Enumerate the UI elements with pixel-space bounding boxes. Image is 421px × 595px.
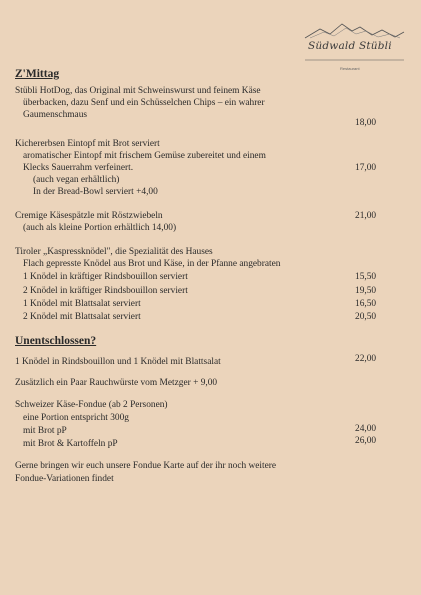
item-line: Cremige Käsespätzle mit Röstzwiebeln [15,211,163,221]
item-price: 18,00 [355,118,377,128]
option-label: 1 Knödel mit Blattsalat serviert [23,299,141,309]
item-line: aromatischer Eintopf mit frischem Gemüse zubereitet und einem [23,151,266,161]
item-line: (auch als kleine Portion erhältlich 14,00) [23,223,177,233]
item-line: Kichererbsen Eintopf mit Brot serviert [15,139,160,149]
restaurant-logo [300,20,410,80]
item-price: 21,00 [355,211,377,221]
item-line: Klecks Sauerrahm verfeinert. [23,163,134,173]
option-label: mit Brot pP [23,426,67,436]
item-line: Flach gepresste Knödel aus Brot und Käse, in der Pfanne angebraten [23,259,281,269]
item-line: In der Bread-Bowl serviert +4,00 [33,187,158,197]
item-line: eine Portion entspricht 300g [23,413,129,423]
section-title-mittag: Z'Mittag [15,68,60,80]
note-line: Fondue-Variationen findet [15,474,114,484]
logo-divider [300,56,410,66]
menu-item-wuerste: Zusätzlich ein Paar Rauchwürste vom Metzger + 9,00 [15,378,218,388]
option-price: 24,00 [355,424,377,434]
item-line: Schweizer Käse-Fondue (ab 2 Personen) [15,400,168,410]
item-price: 22,00 [355,354,377,364]
item-price: 17,00 [355,163,377,173]
logo-text: Südwald Stübli [308,40,392,52]
item-line: Stübli HotDog, das Original mit Schweinswurst und feinem Käse [15,86,261,96]
option-price: 16,50 [355,299,377,309]
section-title-unentschlossen: Unentschlossen? [15,335,97,347]
option-label: 2 Knödel mit Blattsalat serviert [23,312,141,322]
option-label: 2 Knödel in kräftiger Rindsbouillon serviert [23,286,188,296]
option-price: 26,00 [355,436,377,446]
option-price: 19,50 [355,286,377,296]
item-line: Gaumenschmaus [23,110,88,120]
option-price: 15,50 [355,272,377,282]
option-label: 1 Knödel in kräftiger Rindsbouillon serviert [23,272,188,282]
logo-subtext: Restaurant [340,66,360,71]
note-line: Gerne bringen wir euch unsere Fondue Karte auf der ihr noch weitere [15,461,277,471]
item-line: Tiroler „Kaspressknödel", die Spezialität des Hauses [15,247,213,257]
item-line: überbacken, dazu Senf und ein Schüsselchen Chips – ein wahrer [23,98,265,108]
item-line: (auch vegan erhältlich) [33,175,120,185]
item-line: 1 Knödel in Rindsbouillon und 1 Knödel mit Blattsalat [15,357,221,367]
option-label: mit Brot & Kartoffeln pP [23,439,118,449]
option-price: 20,50 [355,312,377,322]
